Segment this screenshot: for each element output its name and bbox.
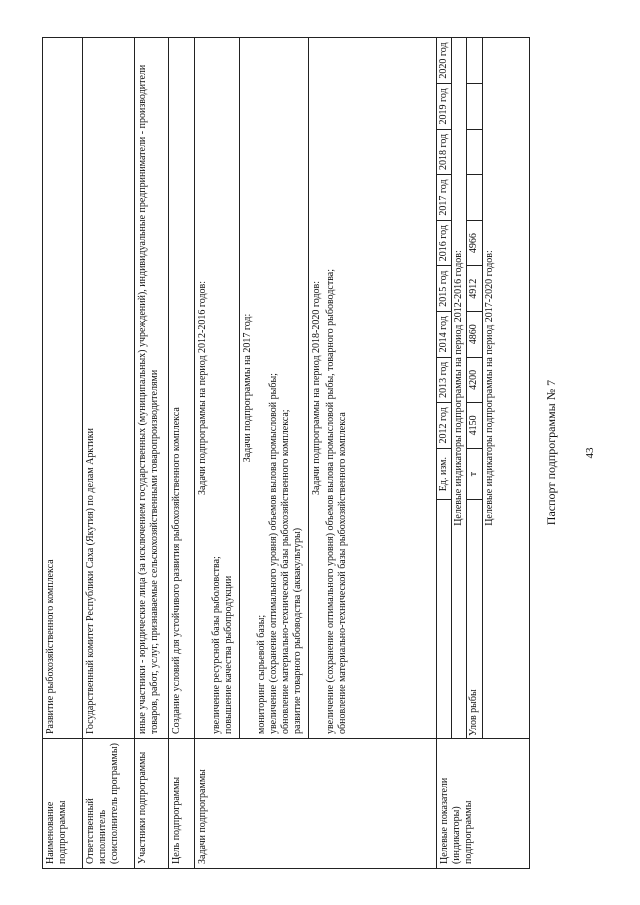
indicators-subheader-1: Целевые индикаторы подпрограммы на период 2012-2016 годов:: [452, 38, 467, 738]
indicator-name: Улов рыбы: [467, 500, 482, 738]
year-header: 2013 год: [437, 357, 452, 403]
label-executor: Ответственный исполнитель (соисполнитель программы): [83, 739, 135, 869]
row-tasks: [195, 38, 437, 869]
year-header: 2012 год: [437, 403, 452, 449]
label-participants: Участники подпрограммы: [135, 739, 169, 869]
label-tasks: Задачи подпрограммы: [195, 739, 437, 869]
year-header: 2014 год: [437, 311, 452, 357]
year-header: 2019 год: [437, 84, 452, 130]
tasks-period1-item: увеличение ресурсной базы рыболовства;: [211, 556, 223, 734]
tasks-period2-item: мониторинг сырьевой базы;: [255, 614, 267, 734]
tasks-period2-header: Задачи подпрограммы на 2017 год:: [239, 38, 256, 738]
year-header: 2017 год: [437, 175, 452, 221]
tasks-period1-item: повышение качества рыбопродукции: [223, 575, 235, 734]
indicator-empty: [467, 84, 482, 130]
indicator-value: 4966: [467, 220, 482, 266]
label-goal: Цель подпрограммы: [169, 739, 195, 869]
indicators-corner-cell: [437, 500, 452, 738]
tasks-period2-list: [256, 38, 308, 738]
year-header: 2016 год: [437, 220, 452, 266]
tasks-period2-item: увеличение (сохранение оптимального уровня) объемов вылова промысловой рыбы;: [267, 373, 279, 734]
passport-table: [42, 37, 530, 869]
page-number: 43: [584, 447, 596, 459]
indicators-cell: [436, 38, 529, 739]
indicator-value: 4150: [467, 403, 482, 449]
row-participants: [135, 38, 169, 869]
year-header: 2020 год: [437, 38, 452, 84]
tasks-period3-item: обновление материально-технической базы рыбохозяйственного комплекса: [336, 412, 348, 734]
tasks-period3-list: [325, 38, 352, 738]
indicators-subheader-row: [452, 38, 467, 738]
tasks-period1-header: Задачи подпрограммы на период 2012-2016 годов:: [197, 280, 208, 496]
tasks-period1-list: [211, 38, 238, 738]
value-executor: Государственный комитет Республики Саха (Якутия) по делам Арктики: [83, 38, 135, 739]
indicators-header-row: [437, 38, 452, 738]
value-participants: иные участники - юридические лица (за исключением государственных (муниципальных) учреждений), индивидуальные предприниматели - производители товаров, работ, услуг, признаваемые сельскохозяйственными товаропроизводителями: [135, 38, 169, 739]
document-title: Паспорт подпрограммы № 7: [544, 379, 558, 526]
indicators-subheader-row: [482, 38, 497, 738]
year-header: 2018 год: [437, 129, 452, 175]
indicator-value: 4912: [467, 266, 482, 312]
label-name: Наименование подпрограммы: [43, 739, 83, 869]
indicators-data-row: [467, 38, 482, 738]
tasks-cell: [195, 38, 437, 739]
indicator-unit: т: [467, 448, 482, 500]
indicator-value: 4200: [467, 357, 482, 403]
year-header: 2015 год: [437, 266, 452, 312]
tasks-period2-item: развитие товарного рыбоводства (аквакультуры): [292, 527, 304, 734]
tasks-period3-header: Задачи подпрограммы на период 2018-2020 годов:: [308, 38, 325, 738]
indicator-value: 4860: [467, 311, 482, 357]
tasks-period3-item: увеличение (сохранение оптимального уровня) объемов вылова промысловой рыбы, товарного рыбоводства;: [324, 268, 336, 734]
unit-header: Ед. изм.: [437, 448, 452, 500]
row-indicators: [436, 38, 529, 869]
row-executor: [83, 38, 135, 869]
value-name: Развитие рыбохозяйственного комплекса: [43, 38, 83, 739]
indicators-table: [437, 38, 497, 738]
indicators-subheader-2: Целевые индикаторы подпрограммы на период 2017-2020 годов:: [483, 250, 495, 526]
indicator-empty: [467, 129, 482, 175]
indicator-empty: [467, 38, 482, 84]
label-indicators: Целевые показатели (индикаторы) подпрограммы: [436, 739, 529, 869]
row-name: [43, 38, 83, 869]
indicator-empty: [467, 175, 482, 221]
value-goal: Создание условий для устойчивого развития рыбохозяйственного комплекса: [169, 38, 195, 739]
tasks-period2-item: обновление материально-технической базы рыбохозяйственного комплекса;: [280, 409, 292, 734]
row-goal: [169, 38, 195, 869]
